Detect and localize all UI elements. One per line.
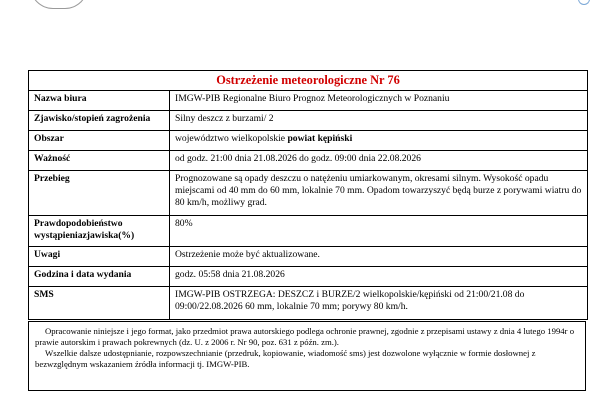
value-phenomenon: Silny deszcz z burzami/ 2 xyxy=(170,111,588,131)
corner-logo-fragment xyxy=(578,0,590,5)
table-row xyxy=(29,287,588,320)
value-validity: od godz. 21:00 dnia 21.08.2026 do godz. 09:00 dnia 22.08.2026 xyxy=(170,151,588,171)
title-row xyxy=(29,71,588,91)
value-probability: 80% xyxy=(170,216,588,247)
value-office: IMGW-PIB Regionalne Biuro Prognoz Meteorologicznych w Poznaniu xyxy=(170,91,588,111)
value-course: Prognozowane są opady deszczu o natężeniu umiarkowanym, okresami silnym. Wysokość opadu miejscami od 40 mm do 60 mm, lokalnie 70 mm. Opadom towarzyszyć będą burze z porywami wiatru do 80 km/h, możliwy grad. xyxy=(170,171,588,216)
label-course: Przebieg xyxy=(29,171,170,216)
value-area xyxy=(170,131,588,151)
table-row xyxy=(29,216,588,247)
label-issue-time: Godzina i data wydania xyxy=(29,267,170,287)
area-voivodeship: województwo wielkopolskie xyxy=(175,133,288,145)
label-office: Nazwa biura xyxy=(29,91,170,111)
table-row xyxy=(29,267,588,287)
table-row xyxy=(29,111,588,131)
area-county: powiat kępiński xyxy=(287,133,353,145)
table-row xyxy=(29,247,588,267)
table-row xyxy=(29,151,588,171)
table-row xyxy=(29,171,588,216)
copyright-paragraph-2: Wszelkie dalsze udostępnianie, rozpowszechnianie (przedruk, kopiowanie, wiadomość sms) jest dozwolone wyłącznie w formie dosłownej z bezwzględnym wskazaniem źródła informacji tj. IMGW-PIB. xyxy=(35,348,536,370)
label-probability: Prawdopodobieństwo wystąpieniazjawiska(%) xyxy=(29,216,170,247)
copyright-notice xyxy=(28,321,586,391)
label-remarks: Uwagi xyxy=(29,247,170,267)
label-area: Obszar xyxy=(29,131,170,151)
copyright-paragraph-1: Opracowanie niniejsze i jego format, jako przedmiot prawa autorskiego podlega ochronie prawnej, zgodnie z przepisami ustawy z dnia 4 lutego 1994r o prawie autorskim i prawach pokrewnych (dz. U. z 2006 r. Nr 90, poz. 631 z późn. zm.). xyxy=(35,326,575,348)
imgw-logo xyxy=(30,0,88,9)
value-remarks: Ostrzeżenie może być aktualizowane. xyxy=(170,247,588,267)
value-sms: IMGW-PIB OSTRZEGA: DESZCZ i BURZE/2 wielkopolskie/kępiński od 21:00/21.08 do 09:00/22.08.2026 60 mm, lokalnie 70 mm; porywy 80 km/h. xyxy=(170,287,588,320)
warning-table xyxy=(28,70,588,320)
warning-title: Ostrzeżenie meteorologiczne Nr 76 xyxy=(29,71,588,91)
table-row xyxy=(29,131,588,151)
label-phenomenon: Zjawisko/stopień zagrożenia xyxy=(29,111,170,131)
label-sms: SMS xyxy=(29,287,170,320)
value-issue-time: godz. 05:58 dnia 21.08.2026 xyxy=(170,267,588,287)
table-row xyxy=(29,91,588,111)
label-validity: Ważność xyxy=(29,151,170,171)
